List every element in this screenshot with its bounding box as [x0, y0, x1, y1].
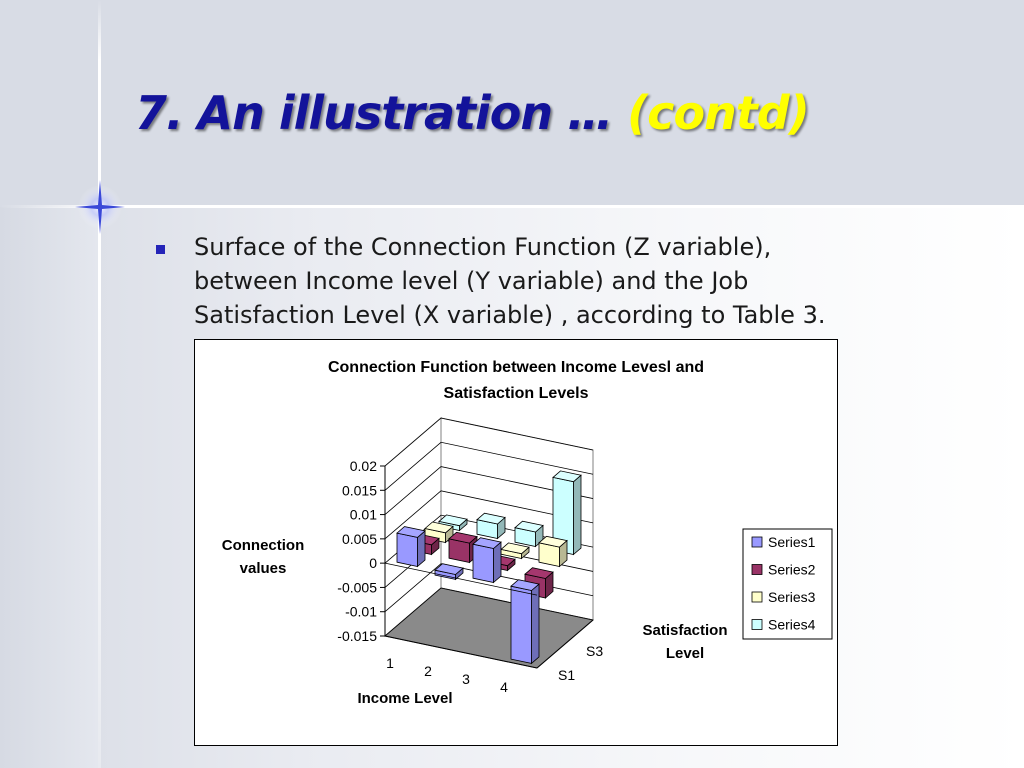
depth-tick-label: S3 [586, 643, 604, 659]
legend-label-series1: Series1 [768, 534, 816, 550]
z-tick-label: 0.01 [349, 506, 377, 523]
x-tick-label: 4 [500, 679, 508, 695]
decor-horizontal-line [0, 205, 1024, 208]
legend-label-series4: Series4 [768, 616, 816, 633]
sparkle-decoration [50, 160, 150, 260]
slide-title-accent: (contd) [627, 86, 809, 140]
legend-swatch-series1 [752, 537, 762, 547]
chart-bar-series3-cat-4 [539, 536, 567, 566]
chart-3d-columns [195, 340, 837, 745]
chart-frame [194, 339, 838, 746]
x-axis-title: Income Level [357, 690, 453, 707]
z-tick-label: 0.005 [341, 530, 377, 547]
chart-title-line2: Satisfaction Levels [443, 385, 589, 402]
slide-title-main: 7. An illustration … [135, 86, 613, 140]
chart-bar-series1-cat-1 [397, 527, 425, 567]
z-tick-label: 0 [369, 555, 377, 572]
legend-label-series3: Series3 [768, 589, 816, 605]
z-tick-label: -0.01 [345, 603, 377, 620]
z-tick-label: 0.015 [341, 482, 377, 499]
bullet-square-icon [156, 245, 165, 254]
slide-title [135, 86, 809, 140]
depth-tick-label: S1 [558, 667, 576, 683]
left-band [0, 207, 98, 768]
bullet-text: Surface of the Connection Function (Z variable), between Income level (Y variable) and the Job Satisfaction Level (X variable) , according to Table 3. [194, 233, 826, 329]
z-tick-label: -0.015 [337, 628, 377, 644]
legend-swatch-series3 [752, 592, 762, 602]
z-tick-label: 0.02 [349, 458, 377, 475]
chart-title-line1: Connection Function between Income Levesl and [327, 359, 705, 376]
z-axis-title-line2: values [239, 560, 287, 577]
z-tick-label: -0.005 [337, 579, 377, 596]
decor-vertical-line [98, 0, 101, 768]
legend-label-series2: Series2 [768, 561, 816, 578]
chart-bar-series4-cat-2 [477, 513, 505, 538]
z-axis-title-line1: Connection [221, 537, 305, 554]
legend-swatch-series2 [752, 565, 762, 575]
chart-bar-series1-cat-3 [473, 538, 501, 583]
x-tick-label: 2 [424, 663, 432, 679]
depth-axis-title-line1: Satisfaction [642, 622, 728, 639]
x-tick-label: 1 [386, 655, 394, 671]
depth-axis-title-line2: Level [665, 645, 705, 662]
legend-swatch-series4 [752, 620, 762, 630]
x-tick-label: 3 [462, 671, 470, 687]
